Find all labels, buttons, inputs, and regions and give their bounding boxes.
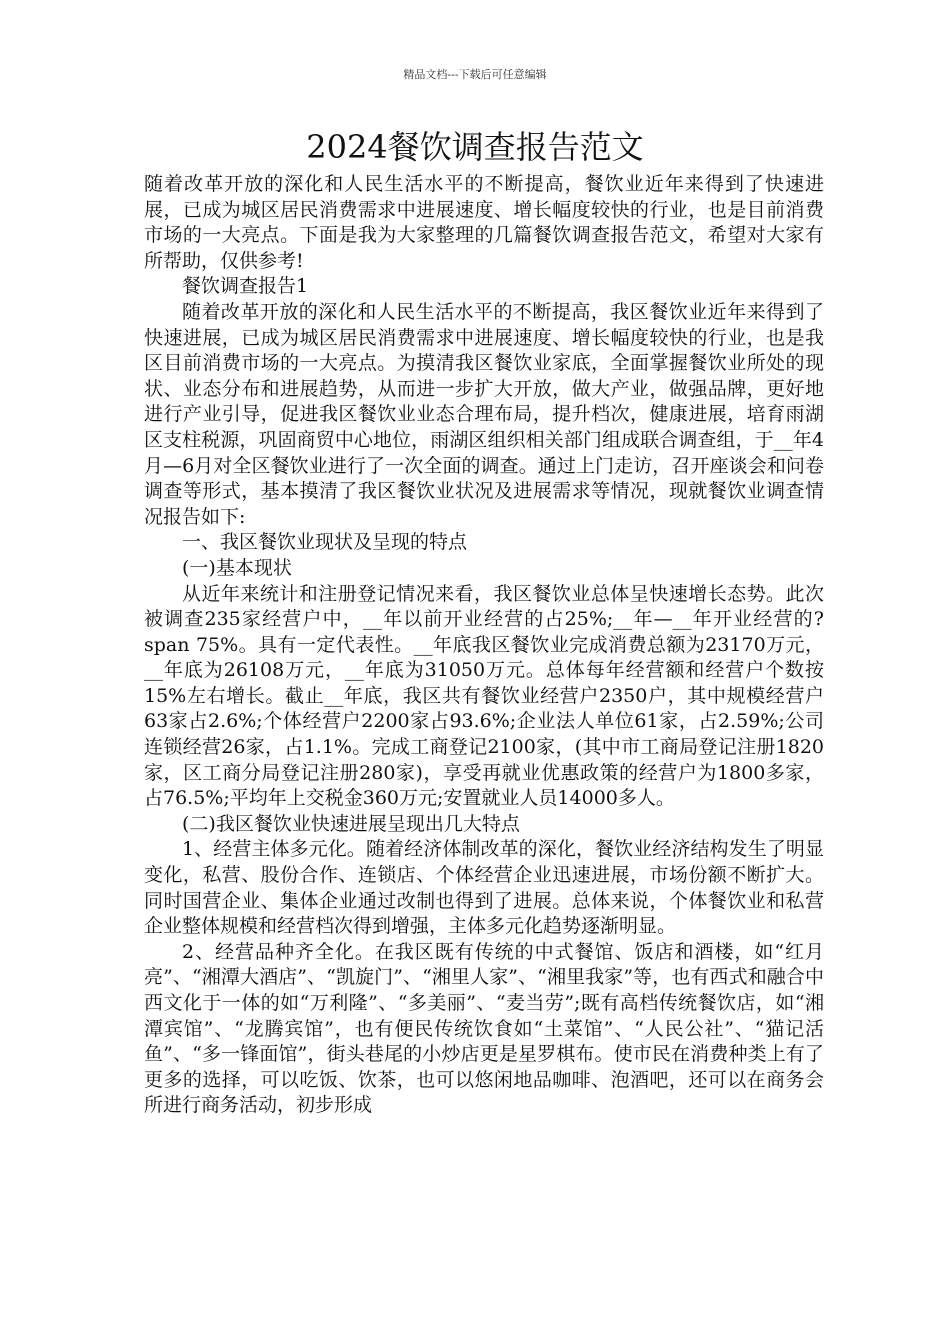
body-paragraph: 随着改革开放的深化和人民生活水平的不断提高，我区餐饮业近年来得到了快速进展，已成为城区居民消费需求中进展速度、增长幅度较快的行业，也是我区目前消费市场的一大亮点。为摸清我区餐饮业家底，全面掌握餐饮业所处的现状、业态分布和进展趋势，从而进一步扩大开放，做大产业，做强品牌，更好地进行产业引导，促进我区餐饮业业态合理布局，提升档次，健康进展，培育雨湖区支柱税源，巩固商贸中心地位，雨湖区组织相关部门组成联合调查组，于__年4月—6月对全区餐饮业进行了一次全面的调查。通过上门走访，召开座谈会和问卷调查等形式，基本摸清了我区餐饮业状况及进展需求等情况，现就餐饮业调查情况报告如下: xyxy=(144,300,824,528)
body-paragraph: 2、经营品种齐全化。在我区既有传统的中式餐馆、饭店和酒楼，如“红月亮”、“湘潭大酒店”、“凯旋门”、“湘里人家”、“湘里我家”等，也有西式和融合中西文化于一体的如“万利隆”、“多美丽”、“麦当劳”;既有高档传统餐饮店，如“湘潭宾馆”、“龙腾宾馆”，也有便民传统饮食如“土菜馆”、“人民公社”、“猫记活鱼”、“多一锋面馆”，街头巷尾的小炒店更是星罗棋布。使市民在消费种类上有了更多的选择，可以吃饭、饮茶，也可以悠闲地品咖啡、泡酒吧，还可以在商务会所进行商务活动，初步形成 xyxy=(144,940,824,1117)
document-body xyxy=(144,172,824,1119)
intro-paragraph: 随着改革开放的深化和人民生活水平的不断提高，餐饮业近年来得到了快速进展，已成为城区居民消费需求中进展速度、增长幅度较快的行业，也是目前消费市场的一大亮点。下面是我为大家整理的几篇餐饮调查报告范文，希望对大家有所帮助，仅供参考! xyxy=(144,173,824,272)
subsection-heading: (二)我区餐饮业快速进展呈现出几大特点 xyxy=(182,812,520,835)
body-paragraph: 从近年来统计和注册登记情况来看，我区餐饮业总体呈快速增长态势。此次被调查235家经营户中，__年以前开业经营的占25%;__年—__年开业经营的?span 75%。具有一定代表性。__年底我区餐饮业完成消费总额为23170万元，__年底为26108万元，__年底为31050万元。总体每年经营额和经营户个数按15%左右增长。截止__年底，我区共有餐饮业经营户2350户，其中规模经营户63家占2.6%;个体经营户2200家占93.6%;企业法人单位61家，占2.59%;公司连锁经营26家，占1.1%。完成工商登记2100家，(其中市工商局登记注册1820家，区工商分局登记注册280家)，享受再就业优惠政策的经营户为1800多家，占76.5%;平均年上交税金360万元;安置就业人员14000多人。 xyxy=(144,582,824,810)
subsection-heading: (一)基本现状 xyxy=(182,556,292,579)
document-title: 2024餐饮调查报告范文 xyxy=(306,128,644,166)
section-heading: 一、我区餐饮业现状及呈现的特点 xyxy=(182,531,468,554)
header-note: 精品文档---下载后可任意编辑 xyxy=(403,68,547,81)
body-paragraph: 1、经营主体多元化。随着经济体制改革的深化，餐饮业经济结构发生了明显变化，私营、股份合作、连锁店、个体经营企业迅速进展，市场份额不断扩大。同时国营企业、集体企业通过改制也得到了进展。总体来说，个体餐饮业和私营企业整体规模和经营档次得到增强，主体多元化趋势逐渐明显。 xyxy=(144,838,824,938)
section-heading: 餐饮调查报告1 xyxy=(182,275,309,298)
